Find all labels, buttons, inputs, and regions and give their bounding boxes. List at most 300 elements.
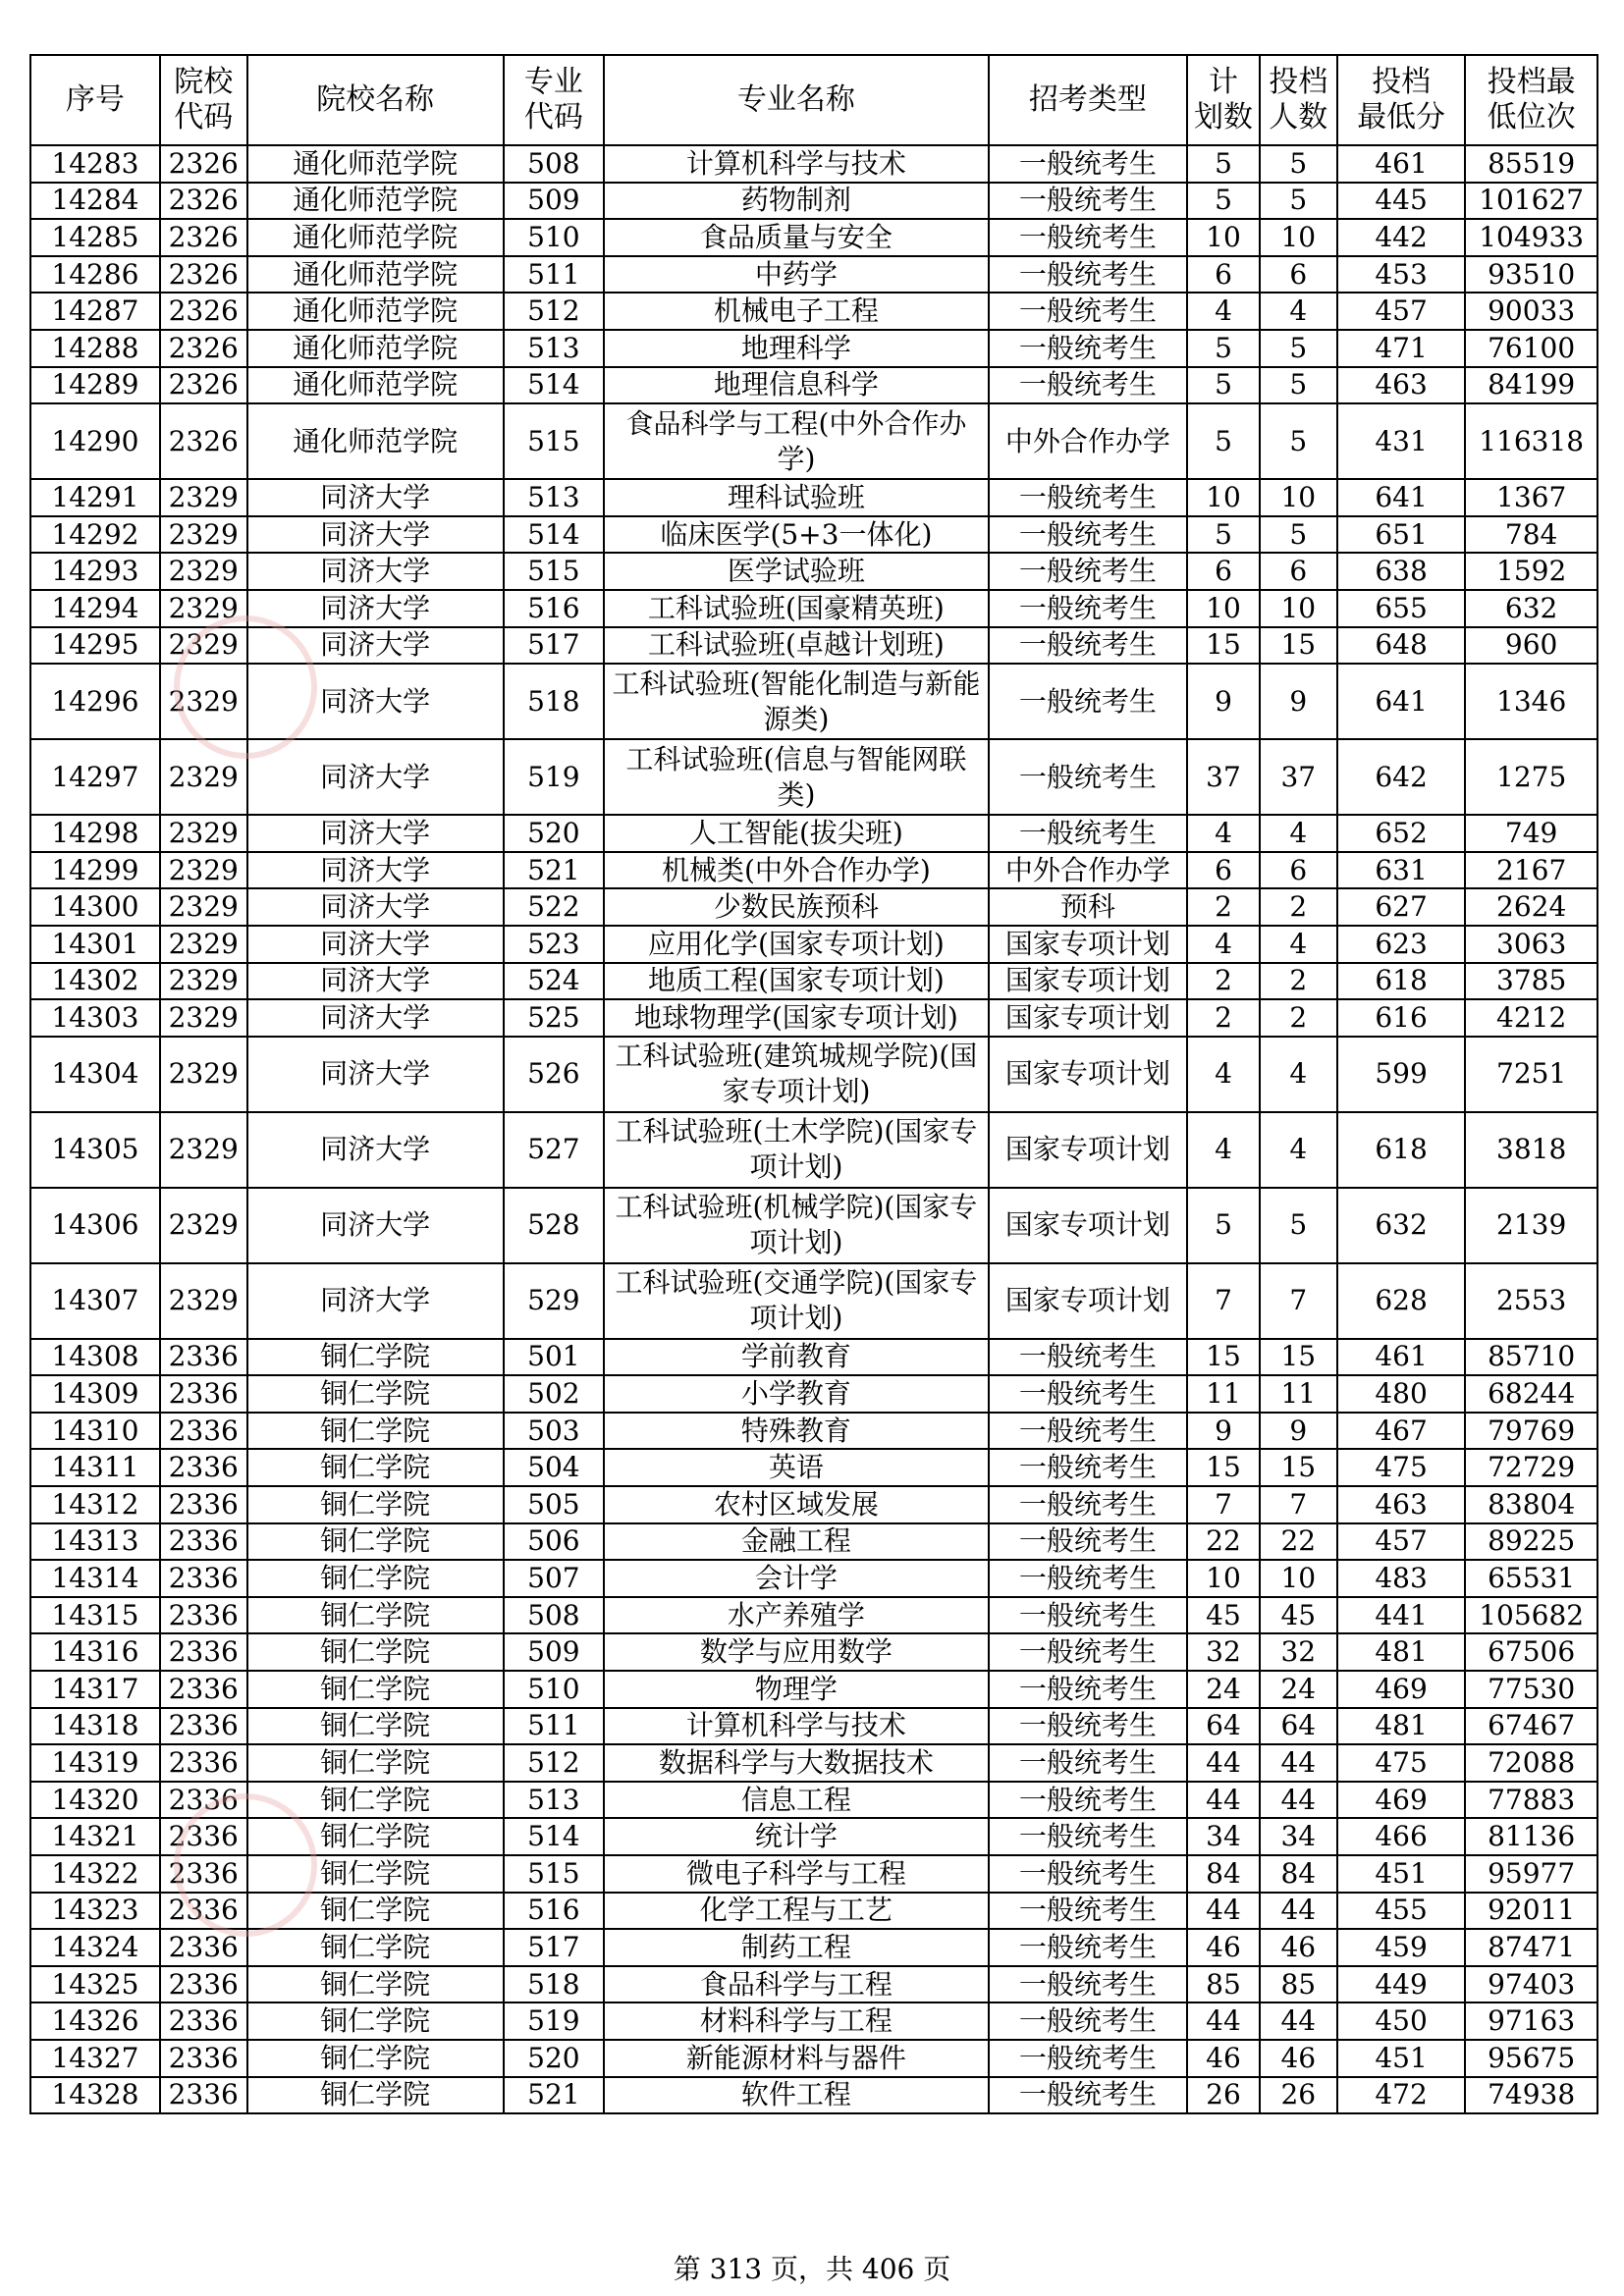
cell-school-code: 2336 <box>160 1818 247 1855</box>
cell-school-name: 同济大学 <box>247 627 504 665</box>
cell-filed-count: 44 <box>1260 1893 1337 1930</box>
cell-min-rank: 2553 <box>1465 1263 1597 1339</box>
cell-plan-count: 46 <box>1187 2040 1260 2077</box>
cell-school-code: 2336 <box>160 1633 247 1671</box>
cell-plan-count: 5 <box>1187 403 1260 479</box>
cell-school-code: 2336 <box>160 2040 247 2077</box>
cell-seq: 14315 <box>30 1597 160 1634</box>
cell-major-code: 508 <box>504 1597 605 1634</box>
cell-school-name: 同济大学 <box>247 963 504 1000</box>
cell-major-code: 507 <box>504 1560 605 1597</box>
cell-admission-type: 国家专项计划 <box>989 999 1188 1037</box>
cell-admission-type: 一般统考生 <box>989 1855 1188 1893</box>
cell-plan-count: 4 <box>1187 1037 1260 1112</box>
cell-school-name: 同济大学 <box>247 926 504 963</box>
cell-school-code: 2329 <box>160 1188 247 1263</box>
cell-plan-count: 4 <box>1187 926 1260 963</box>
cell-filed-count: 6 <box>1260 256 1337 294</box>
cell-min-rank: 1346 <box>1465 664 1597 739</box>
table-row <box>30 1708 1597 1745</box>
cell-filed-count: 5 <box>1260 183 1337 220</box>
cell-admission-type: 一般统考生 <box>989 1486 1188 1523</box>
cell-major-name: 工科试验班(信息与智能网联类) <box>604 739 988 815</box>
cell-plan-count: 4 <box>1187 815 1260 852</box>
cell-school-name: 铜仁学院 <box>247 1818 504 1855</box>
cell-plan-count: 10 <box>1187 219 1260 256</box>
cell-plan-count: 26 <box>1187 2077 1260 2114</box>
cell-min-rank: 749 <box>1465 815 1597 852</box>
cell-major-name: 工科试验班(国豪精英班) <box>604 590 988 627</box>
cell-plan-count: 84 <box>1187 1855 1260 1893</box>
table-row <box>30 293 1597 330</box>
cell-major-code: 513 <box>504 330 605 367</box>
cell-min-score: 445 <box>1337 183 1465 220</box>
table-row <box>30 1818 1597 1855</box>
cell-seq: 14295 <box>30 627 160 665</box>
header-admission-type: 招考类型 <box>989 55 1188 145</box>
cell-min-score: 631 <box>1337 852 1465 889</box>
cell-seq: 14302 <box>30 963 160 1000</box>
cell-school-name: 铜仁学院 <box>247 2077 504 2114</box>
cell-major-code: 512 <box>504 1744 605 1782</box>
cell-major-code: 509 <box>504 1633 605 1671</box>
cell-min-score: 442 <box>1337 219 1465 256</box>
cell-major-code: 519 <box>504 739 605 815</box>
cell-school-name: 同济大学 <box>247 516 504 554</box>
cell-major-name: 农村区域发展 <box>604 1486 988 1523</box>
cell-admission-type: 一般统考生 <box>989 479 1188 516</box>
cell-major-code: 525 <box>504 999 605 1037</box>
cell-school-code: 2329 <box>160 516 247 554</box>
cell-school-code: 2336 <box>160 1449 247 1486</box>
cell-school-code: 2326 <box>160 145 247 183</box>
cell-admission-type: 一般统考生 <box>989 1597 1188 1634</box>
cell-plan-count: 9 <box>1187 664 1260 739</box>
cell-min-score: 628 <box>1337 1263 1465 1339</box>
cell-plan-count: 15 <box>1187 1339 1260 1376</box>
cell-plan-count: 5 <box>1187 183 1260 220</box>
cell-min-score: 461 <box>1337 1339 1465 1376</box>
cell-plan-count: 6 <box>1187 256 1260 294</box>
cell-major-name: 软件工程 <box>604 2077 988 2114</box>
cell-filed-count: 24 <box>1260 1671 1337 1708</box>
cell-major-name: 地理信息科学 <box>604 367 988 404</box>
table-row <box>30 219 1597 256</box>
cell-min-rank: 1592 <box>1465 553 1597 590</box>
cell-min-rank: 97163 <box>1465 2002 1597 2040</box>
cell-major-name: 计算机科学与技术 <box>604 145 988 183</box>
cell-min-rank: 72729 <box>1465 1449 1597 1486</box>
cell-major-code: 515 <box>504 1855 605 1893</box>
cell-seq: 14327 <box>30 2040 160 2077</box>
cell-admission-type: 预科 <box>989 888 1188 926</box>
cell-admission-type: 国家专项计划 <box>989 1112 1188 1188</box>
cell-school-name: 同济大学 <box>247 1188 504 1263</box>
cell-plan-count: 64 <box>1187 1708 1260 1745</box>
cell-min-rank: 1367 <box>1465 479 1597 516</box>
table-row <box>30 1413 1597 1450</box>
cell-admission-type: 一般统考生 <box>989 367 1188 404</box>
cell-min-score: 472 <box>1337 2077 1465 2114</box>
cell-plan-count: 32 <box>1187 1633 1260 1671</box>
cell-school-code: 2326 <box>160 367 247 404</box>
cell-major-name: 物理学 <box>604 1671 988 1708</box>
cell-school-name: 同济大学 <box>247 590 504 627</box>
cell-school-code: 2329 <box>160 553 247 590</box>
cell-min-score: 466 <box>1337 1818 1465 1855</box>
cell-major-code: 513 <box>504 479 605 516</box>
cell-min-score: 641 <box>1337 664 1465 739</box>
cell-plan-count: 10 <box>1187 479 1260 516</box>
cell-filed-count: 44 <box>1260 1744 1337 1782</box>
cell-school-name: 铜仁学院 <box>247 1449 504 1486</box>
cell-min-rank: 3818 <box>1465 1112 1597 1188</box>
cell-school-name: 通化师范学院 <box>247 330 504 367</box>
cell-school-name: 同济大学 <box>247 888 504 926</box>
cell-major-name: 食品科学与工程(中外合作办学) <box>604 403 988 479</box>
cell-plan-count: 11 <box>1187 1375 1260 1413</box>
cell-filed-count: 44 <box>1260 2002 1337 2040</box>
cell-filed-count: 5 <box>1260 516 1337 554</box>
cell-admission-type: 一般统考生 <box>989 1893 1188 1930</box>
table-row <box>30 999 1597 1037</box>
cell-filed-count: 10 <box>1260 219 1337 256</box>
table-row <box>30 1744 1597 1782</box>
cell-school-name: 铜仁学院 <box>247 1744 504 1782</box>
cell-major-code: 515 <box>504 553 605 590</box>
cell-min-rank: 95977 <box>1465 1855 1597 1893</box>
cell-school-name: 铜仁学院 <box>247 1633 504 1671</box>
table-row <box>30 1375 1597 1413</box>
cell-plan-count: 15 <box>1187 627 1260 665</box>
table-row <box>30 367 1597 404</box>
cell-admission-type: 国家专项计划 <box>989 926 1188 963</box>
cell-min-score: 627 <box>1337 888 1465 926</box>
header-min-rank: 投档最 低位次 <box>1465 55 1597 145</box>
cell-school-code: 2329 <box>160 1263 247 1339</box>
cell-school-name: 同济大学 <box>247 479 504 516</box>
cell-admission-type: 一般统考生 <box>989 1413 1188 1450</box>
cell-min-rank: 1275 <box>1465 739 1597 815</box>
cell-min-rank: 84199 <box>1465 367 1597 404</box>
cell-major-name: 化学工程与工艺 <box>604 1893 988 1930</box>
cell-admission-type: 一般统考生 <box>989 2077 1188 2114</box>
cell-min-score: 483 <box>1337 1560 1465 1597</box>
cell-plan-count: 9 <box>1187 1413 1260 1450</box>
table-row <box>30 1929 1597 1966</box>
header-min-score: 投档 最低分 <box>1337 55 1465 145</box>
cell-min-rank: 83804 <box>1465 1486 1597 1523</box>
cell-major-code: 508 <box>504 145 605 183</box>
cell-min-rank: 93510 <box>1465 256 1597 294</box>
header-filed-count: 投档 人数 <box>1260 55 1337 145</box>
header-plan-count: 计 划数 <box>1187 55 1260 145</box>
cell-min-rank: 7251 <box>1465 1037 1597 1112</box>
cell-admission-type: 一般统考生 <box>989 1818 1188 1855</box>
cell-school-code: 2336 <box>160 1929 247 1966</box>
cell-seq: 14299 <box>30 852 160 889</box>
cell-filed-count: 5 <box>1260 403 1337 479</box>
cell-min-score: 599 <box>1337 1037 1465 1112</box>
cell-school-name: 通化师范学院 <box>247 367 504 404</box>
cell-filed-count: 84 <box>1260 1855 1337 1893</box>
table-row <box>30 926 1597 963</box>
cell-seq: 14310 <box>30 1413 160 1450</box>
cell-min-rank: 76100 <box>1465 330 1597 367</box>
cell-filed-count: 46 <box>1260 1929 1337 1966</box>
cell-min-rank: 960 <box>1465 627 1597 665</box>
cell-school-code: 2336 <box>160 1671 247 1708</box>
cell-admission-type: 一般统考生 <box>989 145 1188 183</box>
cell-min-rank: 105682 <box>1465 1597 1597 1634</box>
cell-admission-type: 一般统考生 <box>989 664 1188 739</box>
cell-major-name: 工科试验班(建筑城规学院)(国家专项计划) <box>604 1037 988 1112</box>
cell-school-code: 2336 <box>160 1966 247 2003</box>
cell-major-name: 工科试验班(卓越计划班) <box>604 627 988 665</box>
cell-seq: 14289 <box>30 367 160 404</box>
cell-school-code: 2336 <box>160 1339 247 1376</box>
table-body <box>30 145 1597 2113</box>
cell-seq: 14321 <box>30 1818 160 1855</box>
cell-major-code: 501 <box>504 1339 605 1376</box>
cell-min-rank: 72088 <box>1465 1744 1597 1782</box>
cell-major-name: 会计学 <box>604 1560 988 1597</box>
cell-seq: 14291 <box>30 479 160 516</box>
cell-min-score: 467 <box>1337 1413 1465 1450</box>
cell-admission-type: 一般统考生 <box>989 1671 1188 1708</box>
cell-school-name: 铜仁学院 <box>247 1523 504 1561</box>
cell-filed-count: 44 <box>1260 1782 1337 1819</box>
cell-major-code: 521 <box>504 2077 605 2114</box>
cell-school-code: 2336 <box>160 1893 247 1930</box>
cell-min-rank: 92011 <box>1465 1893 1597 1930</box>
cell-school-name: 同济大学 <box>247 739 504 815</box>
cell-school-code: 2326 <box>160 183 247 220</box>
cell-min-rank: 4212 <box>1465 999 1597 1037</box>
cell-major-name: 计算机科学与技术 <box>604 1708 988 1745</box>
cell-school-name: 铜仁学院 <box>247 1486 504 1523</box>
cell-plan-count: 5 <box>1187 516 1260 554</box>
cell-admission-type: 一般统考生 <box>989 1744 1188 1782</box>
cell-min-score: 469 <box>1337 1782 1465 1819</box>
cell-seq: 14298 <box>30 815 160 852</box>
cell-major-name: 地理科学 <box>604 330 988 367</box>
cell-seq: 14305 <box>30 1112 160 1188</box>
table-row <box>30 1560 1597 1597</box>
cell-major-name: 地质工程(国家专项计划) <box>604 963 988 1000</box>
cell-major-name: 机械电子工程 <box>604 293 988 330</box>
cell-admission-type: 国家专项计划 <box>989 1263 1188 1339</box>
cell-major-code: 520 <box>504 815 605 852</box>
cell-major-name: 工科试验班(机械学院)(国家专项计划) <box>604 1188 988 1263</box>
cell-major-code: 523 <box>504 926 605 963</box>
cell-admission-type: 一般统考生 <box>989 739 1188 815</box>
cell-school-code: 2326 <box>160 256 247 294</box>
cell-min-score: 618 <box>1337 1112 1465 1188</box>
cell-admission-type: 一般统考生 <box>989 590 1188 627</box>
cell-major-name: 英语 <box>604 1449 988 1486</box>
cell-min-score: 618 <box>1337 963 1465 1000</box>
cell-admission-type: 一般统考生 <box>989 1375 1188 1413</box>
cell-filed-count: 5 <box>1260 1188 1337 1263</box>
cell-school-code: 2336 <box>160 1597 247 1634</box>
cell-admission-type: 中外合作办学 <box>989 403 1188 479</box>
cell-min-score: 480 <box>1337 1375 1465 1413</box>
cell-major-name: 药物制剂 <box>604 183 988 220</box>
cell-admission-type: 国家专项计划 <box>989 1037 1188 1112</box>
cell-min-score: 431 <box>1337 403 1465 479</box>
cell-admission-type: 一般统考生 <box>989 183 1188 220</box>
table-row <box>30 1855 1597 1893</box>
cell-school-code: 2329 <box>160 479 247 516</box>
cell-major-name: 中药学 <box>604 256 988 294</box>
cell-major-code: 504 <box>504 1449 605 1486</box>
cell-major-code: 529 <box>504 1263 605 1339</box>
cell-school-name: 同济大学 <box>247 815 504 852</box>
cell-major-code: 526 <box>504 1037 605 1112</box>
cell-major-code: 516 <box>504 590 605 627</box>
cell-min-rank: 85519 <box>1465 145 1597 183</box>
cell-min-score: 471 <box>1337 330 1465 367</box>
cell-major-code: 527 <box>504 1112 605 1188</box>
cell-seq: 14286 <box>30 256 160 294</box>
cell-admission-type: 一般统考生 <box>989 2040 1188 2077</box>
cell-seq: 14297 <box>30 739 160 815</box>
cell-filed-count: 7 <box>1260 1263 1337 1339</box>
cell-min-rank: 81136 <box>1465 1818 1597 1855</box>
cell-plan-count: 37 <box>1187 739 1260 815</box>
table-row <box>30 2002 1597 2040</box>
cell-school-name: 同济大学 <box>247 1112 504 1188</box>
header-school-name: 院校名称 <box>247 55 504 145</box>
cell-min-score: 632 <box>1337 1188 1465 1263</box>
cell-major-code: 511 <box>504 1708 605 1745</box>
cell-major-code: 514 <box>504 1818 605 1855</box>
table-row <box>30 1597 1597 1634</box>
table-row <box>30 2077 1597 2114</box>
cell-admission-type: 一般统考生 <box>989 219 1188 256</box>
cell-school-code: 2336 <box>160 1855 247 1893</box>
cell-min-score: 451 <box>1337 2040 1465 2077</box>
cell-school-name: 通化师范学院 <box>247 293 504 330</box>
cell-major-code: 502 <box>504 1375 605 1413</box>
cell-filed-count: 10 <box>1260 590 1337 627</box>
cell-major-name: 机械类(中外合作办学) <box>604 852 988 889</box>
cell-min-score: 475 <box>1337 1744 1465 1782</box>
cell-school-name: 铜仁学院 <box>247 1597 504 1634</box>
table-row <box>30 553 1597 590</box>
cell-school-name: 同济大学 <box>247 1037 504 1112</box>
cell-school-code: 2326 <box>160 403 247 479</box>
cell-major-name: 特殊教育 <box>604 1413 988 1450</box>
cell-major-name: 工科试验班(交通学院)(国家专项计划) <box>604 1263 988 1339</box>
table-row <box>30 516 1597 554</box>
admission-score-table <box>29 54 1598 2114</box>
table-row <box>30 1263 1597 1339</box>
cell-school-name: 通化师范学院 <box>247 183 504 220</box>
cell-major-code: 518 <box>504 1966 605 2003</box>
table-row <box>30 1188 1597 1263</box>
cell-filed-count: 11 <box>1260 1375 1337 1413</box>
cell-filed-count: 10 <box>1260 1560 1337 1597</box>
cell-min-score: 475 <box>1337 1449 1465 1486</box>
cell-school-name: 铜仁学院 <box>247 1708 504 1745</box>
cell-school-code: 2329 <box>160 1112 247 1188</box>
cell-filed-count: 5 <box>1260 330 1337 367</box>
cell-school-name: 铜仁学院 <box>247 2040 504 2077</box>
cell-seq: 14284 <box>30 183 160 220</box>
cell-filed-count: 10 <box>1260 479 1337 516</box>
cell-plan-count: 15 <box>1187 1449 1260 1486</box>
cell-school-name: 通化师范学院 <box>247 145 504 183</box>
cell-school-name: 铜仁学院 <box>247 1782 504 1819</box>
cell-major-name: 人工智能(拔尖班) <box>604 815 988 852</box>
cell-seq: 14328 <box>30 2077 160 2114</box>
table-row <box>30 963 1597 1000</box>
cell-seq: 14290 <box>30 403 160 479</box>
cell-min-score: 441 <box>1337 1597 1465 1634</box>
cell-admission-type: 国家专项计划 <box>989 963 1188 1000</box>
cell-major-name: 工科试验班(智能化制造与新能源类) <box>604 664 988 739</box>
cell-major-name: 微电子科学与工程 <box>604 1855 988 1893</box>
cell-seq: 14314 <box>30 1560 160 1597</box>
cell-filed-count: 2 <box>1260 963 1337 1000</box>
cell-min-score: 457 <box>1337 293 1465 330</box>
cell-major-code: 522 <box>504 888 605 926</box>
cell-major-name: 医学试验班 <box>604 553 988 590</box>
cell-filed-count: 22 <box>1260 1523 1337 1561</box>
cell-plan-count: 4 <box>1187 1112 1260 1188</box>
table-row <box>30 852 1597 889</box>
cell-min-score: 449 <box>1337 1966 1465 2003</box>
table-row <box>30 1966 1597 2003</box>
cell-min-rank: 101627 <box>1465 183 1597 220</box>
cell-seq: 14311 <box>30 1449 160 1486</box>
cell-plan-count: 24 <box>1187 1671 1260 1708</box>
cell-min-score: 638 <box>1337 553 1465 590</box>
cell-min-score: 469 <box>1337 1671 1465 1708</box>
table-row <box>30 183 1597 220</box>
cell-major-code: 515 <box>504 403 605 479</box>
cell-filed-count: 6 <box>1260 553 1337 590</box>
cell-school-code: 2329 <box>160 590 247 627</box>
cell-plan-count: 2 <box>1187 963 1260 1000</box>
cell-school-name: 铜仁学院 <box>247 2002 504 2040</box>
cell-seq: 14285 <box>30 219 160 256</box>
cell-filed-count: 5 <box>1260 367 1337 404</box>
cell-filed-count: 2 <box>1260 999 1337 1037</box>
cell-major-name: 临床医学(5+3一体化) <box>604 516 988 554</box>
cell-major-code: 503 <box>504 1413 605 1450</box>
cell-school-name: 铜仁学院 <box>247 1413 504 1450</box>
cell-school-code: 2336 <box>160 2077 247 2114</box>
cell-school-code: 2329 <box>160 815 247 852</box>
cell-plan-count: 7 <box>1187 1263 1260 1339</box>
cell-major-code: 511 <box>504 256 605 294</box>
cell-min-rank: 104933 <box>1465 219 1597 256</box>
cell-min-score: 450 <box>1337 2002 1465 2040</box>
cell-major-code: 513 <box>504 1782 605 1819</box>
cell-min-rank: 68244 <box>1465 1375 1597 1413</box>
cell-filed-count: 7 <box>1260 1486 1337 1523</box>
cell-filed-count: 4 <box>1260 293 1337 330</box>
cell-plan-count: 10 <box>1187 590 1260 627</box>
cell-min-rank: 65531 <box>1465 1560 1597 1597</box>
cell-plan-count: 34 <box>1187 1818 1260 1855</box>
cell-min-rank: 90033 <box>1465 293 1597 330</box>
cell-major-name: 少数民族预科 <box>604 888 988 926</box>
page-footer: 第 313 页，共 406 页 <box>673 2253 951 2285</box>
